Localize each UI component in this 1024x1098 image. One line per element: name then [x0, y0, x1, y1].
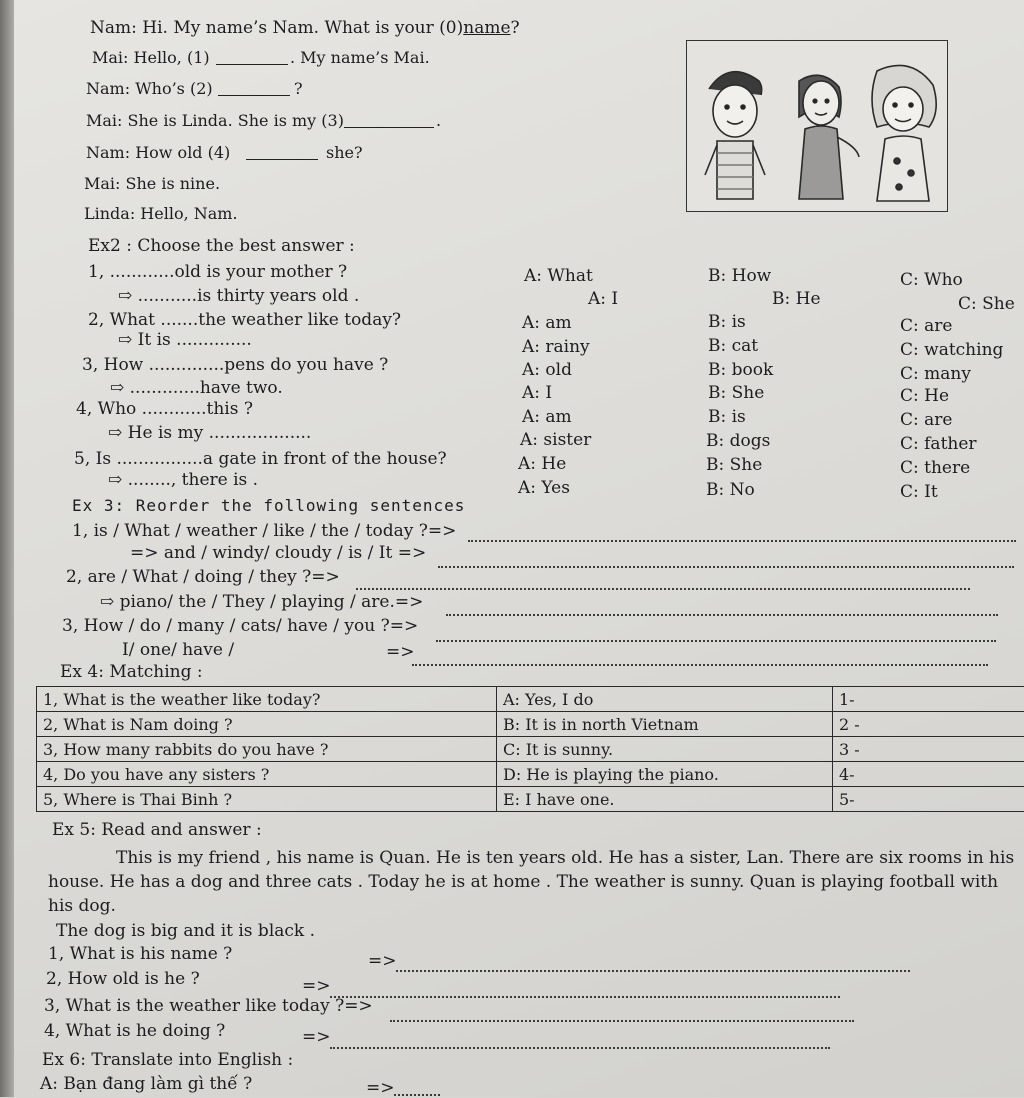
matching-question: 5, Where is Thai Binh ?: [37, 787, 497, 812]
ex2-q4a-option-b[interactable]: B: dogs: [706, 431, 770, 451]
ex2-q1-option-a[interactable]: A: What: [524, 266, 593, 286]
ex2-q5a-option-c[interactable]: C: It: [900, 482, 938, 502]
ex2-q5a-option-a[interactable]: A: Yes: [518, 478, 570, 498]
ex4-title: Ex 4: Matching :: [60, 662, 203, 682]
ex2-q2-answer: ⇨ It is ..............: [118, 330, 252, 350]
children-illustration: [686, 40, 948, 212]
ex2-q2a-option-c[interactable]: C: watching: [900, 340, 1003, 360]
ex5-q3: 3, What is the weather like today ?=>: [44, 996, 373, 1016]
table-row: [37, 712, 1024, 737]
ex3-answer-line-6[interactable]: [412, 664, 988, 666]
ex2-q1-option-b[interactable]: B: How: [708, 266, 771, 286]
dialogue-line-3b: ?: [294, 79, 303, 99]
ex6-arrow: =>: [366, 1078, 395, 1098]
matching-answer: A: Yes, I do: [497, 687, 833, 712]
ex2-q1: 1, ............old is your mother ?: [88, 262, 347, 282]
ex5-q1: 1, What is his name ?: [48, 944, 232, 964]
ex3-line-5: 3, How / do / many / cats/ have / you ?=>: [62, 616, 418, 636]
ex2-q3-option-b[interactable]: B: book: [708, 360, 773, 380]
ex3-answer-line-5[interactable]: [436, 640, 996, 642]
table-row: [37, 762, 1024, 787]
ex5-q4: 4, What is he doing ?: [44, 1021, 225, 1041]
ex5-title: Ex 5: Read and answer :: [52, 820, 262, 840]
matching-slot[interactable]: 1-: [833, 687, 1024, 712]
ex2-q4-option-a[interactable]: A: am: [522, 407, 572, 427]
matching-answer: C: It is sunny.: [497, 737, 833, 762]
ex5-answer-line-3[interactable]: [390, 1020, 854, 1022]
ex3-line-2: => and / windy/ cloudy / is / It =>: [130, 543, 426, 563]
ex2-q1a-option-c[interactable]: C: She: [958, 294, 1015, 314]
matching-slot[interactable]: 3 -: [833, 737, 1024, 762]
dialogue-line-3a: Nam: Who’s (2): [86, 79, 213, 99]
ex2-title: Ex2 : Choose the best answer :: [88, 236, 355, 256]
dialogue-line-7: Linda: Hello, Nam.: [84, 204, 238, 224]
ex2-q5a-option-b[interactable]: B: No: [706, 480, 755, 500]
ex2-q4-option-c[interactable]: C: are: [900, 410, 952, 430]
dialogue-line-5b: she?: [326, 143, 363, 163]
ex2-q2a-option-b[interactable]: B: cat: [708, 336, 758, 356]
blank-1[interactable]: [216, 64, 288, 65]
ex3-line-6: I/ one/ have /: [122, 640, 234, 660]
ex3-line-1: 1, is / What / weather / like / the / today ?=>: [72, 521, 456, 541]
ex2-q2-option-a[interactable]: A: am: [522, 313, 572, 333]
ex2-q2-option-c[interactable]: C: are: [900, 316, 952, 336]
table-row: [37, 687, 1024, 712]
ex2-q5: 5, Is ................a gate in front of the house?: [74, 449, 447, 469]
reading-paragraph-2: The dog is big and it is black .: [56, 921, 315, 941]
matching-question: 1, What is the weather like today?: [37, 687, 497, 712]
dialogue-line-2b: . My name’s Mai.: [290, 48, 430, 68]
matching-answer: E: I have one.: [497, 787, 833, 812]
ex2-q5-answer: ⇨ ........, there is .: [108, 470, 258, 490]
ex3-title: Ex 3: Reorder the following sentences: [72, 496, 465, 516]
ex2-q2: 2, What .......the weather like today?: [88, 310, 401, 330]
ex2-q3a-option-b[interactable]: B: She: [708, 383, 764, 403]
ex2-q2a-option-a[interactable]: A: rainy: [522, 337, 590, 357]
matching-slot[interactable]: 2 -: [833, 712, 1024, 737]
ex3-answer-line-2[interactable]: [438, 566, 1014, 568]
ex3-line-6-arrow: =>: [386, 642, 415, 662]
ex6-sentence-a: A: Bạn đang làm gì thế ?: [40, 1074, 252, 1094]
matching-slot[interactable]: 4-: [833, 762, 1024, 787]
ex2-q5-option-b[interactable]: B: She: [706, 455, 762, 475]
ex2-q4-option-b[interactable]: B: is: [708, 407, 746, 427]
ex2-q5-option-c[interactable]: C: there: [900, 458, 970, 478]
matching-slot[interactable]: 5-: [833, 787, 1024, 812]
reading-paragraph: This is my friend , his name is Quan. He is ten years old. He has a sister, Lan. There are six rooms in his house. He has a dog and three cats . Today he is at home . The weather is sunny. Quan is playing football with his dog.: [48, 846, 1020, 918]
dialogue-line-6: Mai: She is nine.: [84, 174, 220, 194]
ex2-q4: 4, Who ............this ?: [76, 399, 253, 419]
matching-answer: D: He is playing the piano.: [497, 762, 833, 787]
matching-question: 4, Do you have any sisters ?: [37, 762, 497, 787]
ex2-q3a-option-a[interactable]: A: I: [522, 383, 552, 403]
ex3-line-3: 2, are / What / doing / they ?=>: [66, 567, 340, 587]
example-answer: name: [463, 18, 510, 38]
table-row: [37, 737, 1024, 762]
ex5-answer-line-2[interactable]: [330, 996, 840, 998]
ex2-q1a-option-a[interactable]: A: I: [588, 289, 618, 309]
ex2-q3-answer: ⇨ .............have two.: [110, 378, 283, 398]
ex2-q1-answer: ⇨ ...........is thirty years old .: [118, 286, 359, 306]
blank-3[interactable]: [344, 127, 434, 128]
ex2-q1-option-c[interactable]: C: Who: [900, 270, 963, 290]
ex2-q3: 3, How ..............pens do you have ?: [82, 355, 388, 375]
ex3-answer-line-4[interactable]: [446, 614, 998, 616]
ex2-q1a-option-b[interactable]: B: He: [772, 289, 821, 309]
ex5-q2: 2, How old is he ?: [46, 969, 200, 989]
ex5-q2-arrow: =>: [302, 976, 331, 996]
ex3-line-4: ⇨ piano/ the / They / playing / are.=>: [100, 592, 423, 612]
matching-answer: B: It is in north Vietnam: [497, 712, 833, 737]
matching-table: [36, 686, 1024, 812]
ex5-q4-arrow: =>: [302, 1027, 331, 1047]
matching-question: 3, How many rabbits do you have ?: [37, 737, 497, 762]
ex5-answer-line-1[interactable]: [396, 970, 910, 972]
ex6-answer-line[interactable]: [394, 1094, 440, 1096]
ex2-q4a-option-a[interactable]: A: sister: [520, 430, 591, 450]
dialogue-line-1: Nam: Hi. My name’s Nam. What is your (0)name?: [90, 18, 520, 38]
dialogue-line-2a: Mai: Hello, (1): [92, 48, 210, 68]
dialogue-line-5a: Nam: How old (4): [86, 143, 230, 163]
ex2-q4a-option-c[interactable]: C: father: [900, 434, 977, 454]
ex2-q3-option-c[interactable]: C: many: [900, 364, 971, 384]
ex2-q2-option-b[interactable]: B: is: [708, 312, 746, 332]
ex3-answer-line-1[interactable]: [468, 540, 1016, 542]
ex2-q3-option-a[interactable]: A: old: [522, 360, 572, 380]
blank-4[interactable]: [246, 159, 318, 160]
ex2-q4-answer: ⇨ He is my ...................: [108, 423, 311, 443]
ex2-q5-option-a[interactable]: A: He: [518, 454, 566, 474]
dialogue-line-4b: .: [436, 111, 441, 131]
ex3-answer-line-3[interactable]: [356, 588, 970, 590]
ex2-q3a-option-c[interactable]: C: He: [900, 386, 949, 406]
ex6-title: Ex 6: Translate into English :: [42, 1050, 293, 1070]
table-row: [37, 787, 1024, 812]
matching-question: 2, What is Nam doing ?: [37, 712, 497, 737]
ex5-answer-line-4[interactable]: [330, 1047, 830, 1049]
dialogue-line-4a: Mai: She is Linda. She is my (3): [86, 111, 344, 131]
blank-2[interactable]: [218, 95, 290, 96]
ex5-q1-arrow: =>: [368, 951, 397, 971]
